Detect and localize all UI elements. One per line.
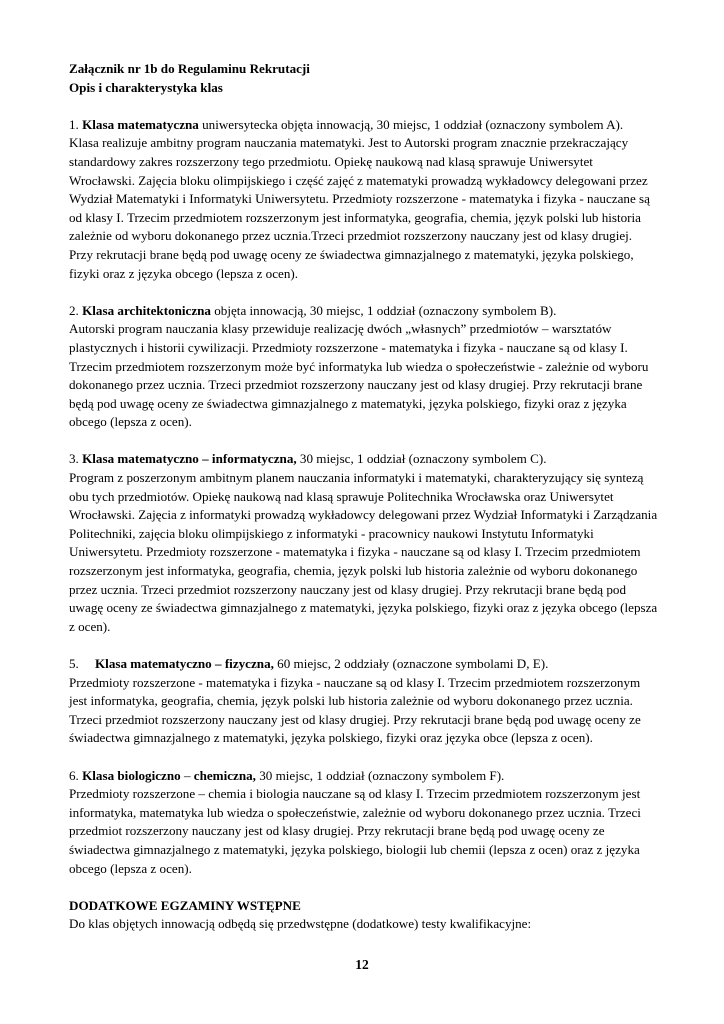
document-title: Załącznik nr 1b do Regulaminu Rekrutacji [69,61,310,76]
class-name-second: chemiczna, [193,767,256,783]
class-name: Klasa biologiczno [82,767,181,783]
class-description: Klasa realizuje ambitny program nauczania matematyki. Jest to Autorski program znacznie przekraczający standardowy zakres rozszerzony tego przedmiotu. Opiekę naukową nad klasą sprawuje Uniwersytet Wrocławski. Zajęcia bloku olimpijskiego i część zajęć z matematyki prowadzą wykładowcy delegowani przez Wydział Matematyki i Informatyki Uniwersytetu. Przedmioty rozszerzone - matematyka i fizyka - nauczane są od klasy I. Trzecim przedmiotem rozszerzonym jest informatyka, geografia, chemia, język polski lub historia zależnie od wyboru dokonanego przez ucznia.Trzeci przedmiot rozszerzony nauczany jest od klasy drugiej. Przy rekrutacji brane będą pod uwagę oceny ze świadectwa gimnazjalnego z matematyki, języka polskiego, fizyki oraz z języka obcego (lepsza z ocen). [69,135,650,281]
class-intro: uniwersytecka objęta innowacją, 30 miejsc, 1 oddział (oznaczony symbolem A). [198,116,624,132]
class-description: Program z poszerzonym ambitnym planem nauczania informatyki i matematyki, charakteryzujący się syntezą obu tych przedmiotów. Opiekę naukową nad klasą sprawuje Politechnika Wrocławska oraz Uniwersytet Wrocławski. Zajęcia z informatyki prowadzą wykładowcy delegowani przez Wydział Informatyki i Zarządzania Politechniki, zajęcia bloku olimpijskiego z informatyki - pracownicy naukowi Instytutu Informatyki Uniwersytetu. Przedmioty rozszerzone - matematyka i fizyka - nauczane są od klasy I. Trzecim przedmiotem rozszerzonym jest informatyka, geografia, chemia, język polski lub historia zależnie od wyboru dokonanego przez ucznia. Trzeci przedmiot rozszerzony nauczany jest od klasy drugiej. Przy rekrutacji brane będą pod uwagę oceny ze świadectwa gimnazjalnego z matematyki, języka polskiego, fizyki oraz z języka obcego (lepsza z ocen). [69,470,658,634]
section-number: 1. [69,116,79,132]
section-number: 2. [69,302,79,318]
section-lead [69,117,623,132]
section-number: 6. [69,767,79,783]
class-name: Klasa matematyczno – informatyczna, [82,451,297,467]
class-description: Przedmioty rozszerzone - matematyka i fizyka - nauczane są od klasy I. Trzecim przedmiotem rozszerzonym jest informatyka, geografia, chemia, język polski lub historia zależnie od wyboru dokonanego przez ucznia. Trzeci przedmiot rozszerzony nauczany jest od klasy drugiej. Przy rekrutacji brane będą pod uwagę oceny ze świadectwa gimnazjalnego z matematyki, języka polskiego, fizyki oraz języka obce (lepsza z ocen). [69,674,641,746]
class-section-c [69,450,659,636]
document-page [69,60,659,934]
section-lead [69,768,504,783]
exams-heading: DODATKOWE EGZAMINY WSTĘPNE [69,897,301,913]
section-number: 3. [69,451,79,467]
class-section-d-e [69,655,659,748]
class-intro: 30 miejsc, 1 oddział (oznaczony symbolem F). [255,767,505,783]
document-subtitle: Opis i charakterystyka klas [69,79,223,95]
class-intro: objęta innowacją, 30 miejsc, 1 oddział (oznaczony symbolem B). [210,302,557,318]
section-lead [69,656,548,671]
class-section-f [69,767,659,879]
section-number: 5. [69,656,79,671]
exams-text: Do klas objętych innowacją odbędą się przedwstępne (dodatkowe) testy kwalifikacyjne: [69,916,532,932]
class-section-a [69,116,659,283]
class-name: Klasa matematyczno – fizyczna, [95,656,274,671]
class-name: Klasa matematyczna [82,116,199,132]
class-description: Przedmioty rozszerzone – chemia i biologia nauczane są od klasy I. Trzecim przedmiotem rozszerzonym jest informatyka, matematyka lub wiedza o społeczeństwie, zależnie od wyboru dokonanego przez ucznia. Trzeci przedmiot rozszerzony nauczany jest od klasy drugiej. Przy rekrutacji brane będą pod uwagę oceny ze świadectwa gimnazjalnego z matematyki, języka polskiego, biologii lub chemii (lepsza z ocen) oraz z języka obcego (lepsza z ocen). [69,786,641,876]
class-description: Autorski program nauczania klasy przewiduje realizację dwóch „własnych” przedmiotów – warsztatów plastycznych i historii cywilizacji. Przedmioty rozszerzone - matematyka i fizyka - nauczane są od klasy I. Trzecim przedmiotem rozszerzonym może być informatyka lub wiedza o społeczeństwie - zależnie od wyboru dokonanego przez ucznia. Trzeci przedmiot rozszerzony nauczany jest od klasy drugiej. Przy rekrutacji brane będą pod uwagę oceny ze świadectwa gimnazjalnego z matematyki, języka polskiego, fizyki oraz z języka obcego (lepsza z ocen). [69,321,649,430]
class-name-separator: – [180,767,194,783]
class-intro: 60 miejsc, 2 oddziały (oznaczone symbolami D, E). [273,656,549,671]
section-lead [69,451,546,466]
class-section-b [69,302,659,432]
class-name: Klasa architektoniczna [82,302,211,318]
class-intro: 30 miejsc, 1 oddział (oznaczony symbolem C). [296,451,547,467]
exams-section [69,897,659,934]
section-lead [69,303,556,318]
page-number: 12 [355,957,369,972]
